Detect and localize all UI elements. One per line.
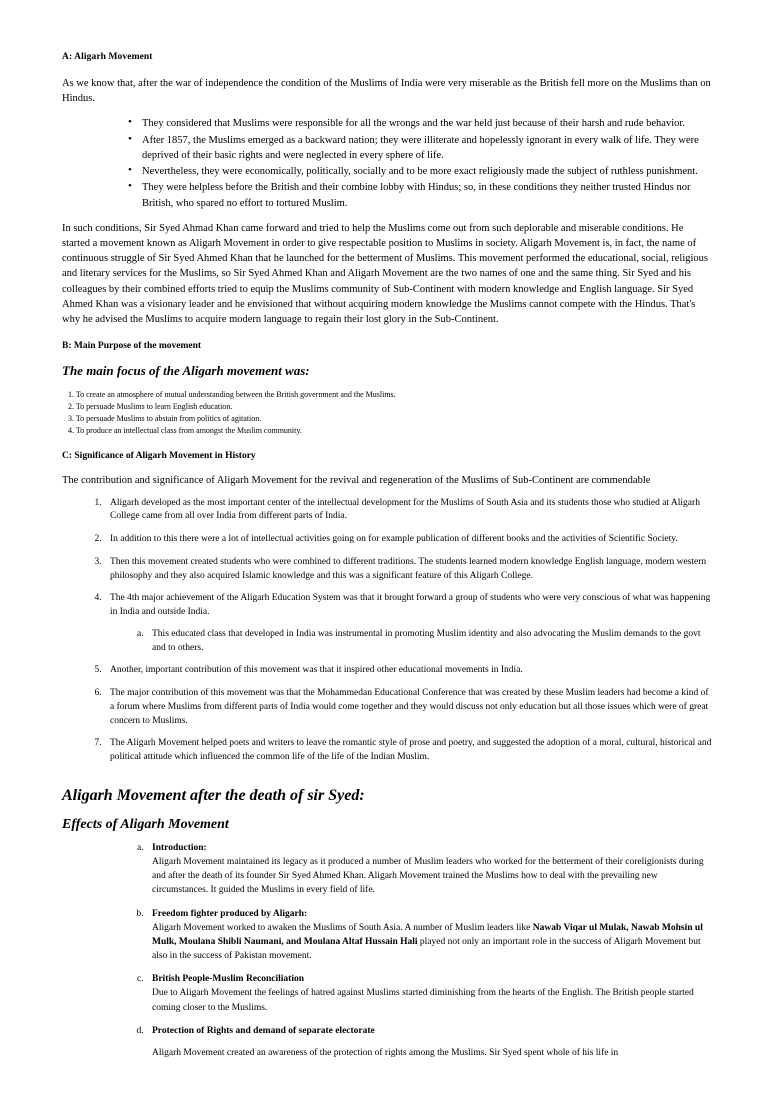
- effect-label: Protection of Rights and demand of separate electorate: [152, 1025, 375, 1036]
- aligarh-movement-paragraph: In such conditions, Sir Syed Ahmad Khan came forward and tried to help the Muslims come out from such deplorable and miserable conditions. He started a movement known as Aligarh Movement in order to give respectable position to Muslims in society. Aligarh Movement is, in fact, the name of continuous struggle of Sir Syed Ahmed Khan that he launched for the betterment of Muslims. This movement performed the educational, social, religious and literary services for the Muslims, so Sir Syed Ahmed Khan and Aligarh Movement are the two names of one and the same thing. Sir Syed and his colleagues by their combined efforts tried to equip the Muslims community of Sub-Continent with modern knowledge and English language. Sir Syed Ahmed Khan was a visionary leader and he envisioned that without acquiring modern knowledge the Muslims cannot compete with the Hindus. That's why he advised the Muslims to acquire modern language to regain their lost glory in the Sub-Continent.: [62, 222, 708, 326]
- list-item: • After 1857, the Muslims emerged as a backward nation; they were illiterate and hopelessly ignorant in every walk of life. They were deprived of their basic rights and were neglected in every sphere of life.: [128, 133, 712, 163]
- effect-label: British People-Muslim Reconciliation: [152, 974, 304, 985]
- significance-list: [62, 497, 712, 765]
- list-item: • They considered that Muslims were responsible for all the wrongs and the war held just because of their harsh and rude behavior.: [128, 116, 712, 131]
- main-focus-heading: The main focus of the Aligarh movement was:: [62, 363, 310, 379]
- effect-body-part1: Aligarh Movement worked to awaken the Muslims of South Asia. A number of Muslim leaders like: [152, 922, 533, 933]
- main-focus-list: [62, 389, 712, 437]
- effects-heading: Effects of Aligarh Movement: [62, 816, 229, 832]
- list-item: [146, 843, 712, 898]
- effect-body: Aligarh Movement maintained its legacy as it produced a number of Muslim leaders who worked for the betterment of their coreligionists during and after the death of its founder Sir Syed Ahmed Khan. Aligarh Movement trained the Muslims how to deal with the prevailing new circumstances. It guided the Muslims in every field of life.: [152, 856, 704, 896]
- list-item: 2. To persuade Muslims to learn English education.: [68, 402, 233, 412]
- list-item: [146, 1026, 712, 1060]
- list-item: [146, 974, 712, 1015]
- list-item: 6. The major contribution of this movement was that the Mohammedan Educational Conference that was created by these Muslim leaders had become a kind of a forum where Muslims from different parts of India would come together and they would discuss not only education but all those issues which were of great concern to Muslims.: [104, 687, 712, 728]
- list-item: 1. To create an atmosphere of mutual understanding between the British government and the Muslims.: [68, 390, 396, 400]
- list-item: 3. To persuade Muslims to abstain from politics of agitation.: [68, 414, 262, 424]
- section-c-title: C: Significance of Aligarh Movement in History: [62, 451, 256, 462]
- effect-label: Introduction:: [152, 842, 207, 853]
- section-a-title: A: Aligarh Movement: [62, 52, 153, 62]
- list-item: 4. To produce an intellectual class from amongst the Muslim community.: [68, 426, 302, 436]
- sub-list: [110, 628, 712, 656]
- list-item-text: The 4th major achievement of the Aligarh Education System was that it brought forward a group of students who were very conscious of what was happening in India and outside India.: [110, 593, 711, 618]
- intro-bullet-list: [62, 116, 712, 210]
- list-item: [146, 909, 712, 964]
- list-item: 3. Then this movement created students who were combined to different traditions. The students learned modern knowledge English language, modern western philosophy and they also acquired Islamic knowledge and this was a significant feature of this Aligarh College.: [104, 556, 712, 584]
- effect-body: [152, 921, 712, 964]
- effect-bold-names: Nawab Viqar ul Mulak, Nawab Mohsin ul Mulk, Moulana Shibli Naumani, and Moulana Altaf Hussain Hali: [152, 922, 703, 947]
- list-item: 5. Another, important contribution of this movement was that it inspired other educational movements in India.: [104, 664, 712, 678]
- list-item: [104, 592, 712, 655]
- list-item: • They were helpless before the British and their combine lobby with Hindus; so, in these conditions they neither trusted Hindus nor British, who spared no effort to tortured Muslim.: [128, 180, 712, 210]
- list-item: 2. In addition to this there were a lot of intellectual activities going on for example publication of different books and the activities of Scientific Society.: [104, 533, 712, 547]
- intro-paragraph: As we know that, after the war of independence the condition of the Muslims of India were very miserable as the British fell more on the Muslims than on Hindus.: [62, 78, 711, 105]
- after-death-heading: Aligarh Movement after the death of sir Syed:: [62, 786, 365, 804]
- effect-body: Due to Aligarh Movement the feelings of hatred against Muslims started diminishing from the hearts of the English. The British people started coming closer to the Muslims.: [152, 988, 694, 1013]
- list-item: a. This educated class that developed in India was instrumental in promoting Muslim identity and also advocating the Muslim demands to the govt and to others.: [146, 628, 712, 656]
- significance-paragraph: The contribution and significance of Aligarh Movement for the revival and regeneration of the Muslims of Sub-Continent are commendable: [62, 475, 651, 487]
- effect-label: Freedom fighter produced by Aligarh:: [152, 908, 308, 919]
- list-item: • Nevertheless, they were economically, politically, socially and to be more exact religiously made the subject of ruthless punishment.: [128, 164, 712, 179]
- section-b-title: B: Main Purpose of the movement: [62, 341, 202, 352]
- list-item: 7. The Aligarh Movement helped poets and writers to leave the romantic style of prose and poetry, and suggested the adoption of a moral, cultural, historical and political attitude which influenced the common life of the life of the Indian Muslim.: [104, 737, 712, 765]
- effect-body-part2: played not only an important role in the success of Aligarh Movement but also in the success of Pakistan movement.: [152, 936, 701, 962]
- effects-list: [62, 843, 712, 1060]
- list-item: 1. Aligarh developed as the most important center of the intellectual development for the Muslims of South Asia and its students those who studied at Aligarh College came from all over India from different parts of India.: [104, 497, 712, 525]
- effect-body: Aligarh Movement created an awareness of the protection of rights among the Muslims. Sir Syed spent whole of his life in: [152, 1047, 619, 1058]
